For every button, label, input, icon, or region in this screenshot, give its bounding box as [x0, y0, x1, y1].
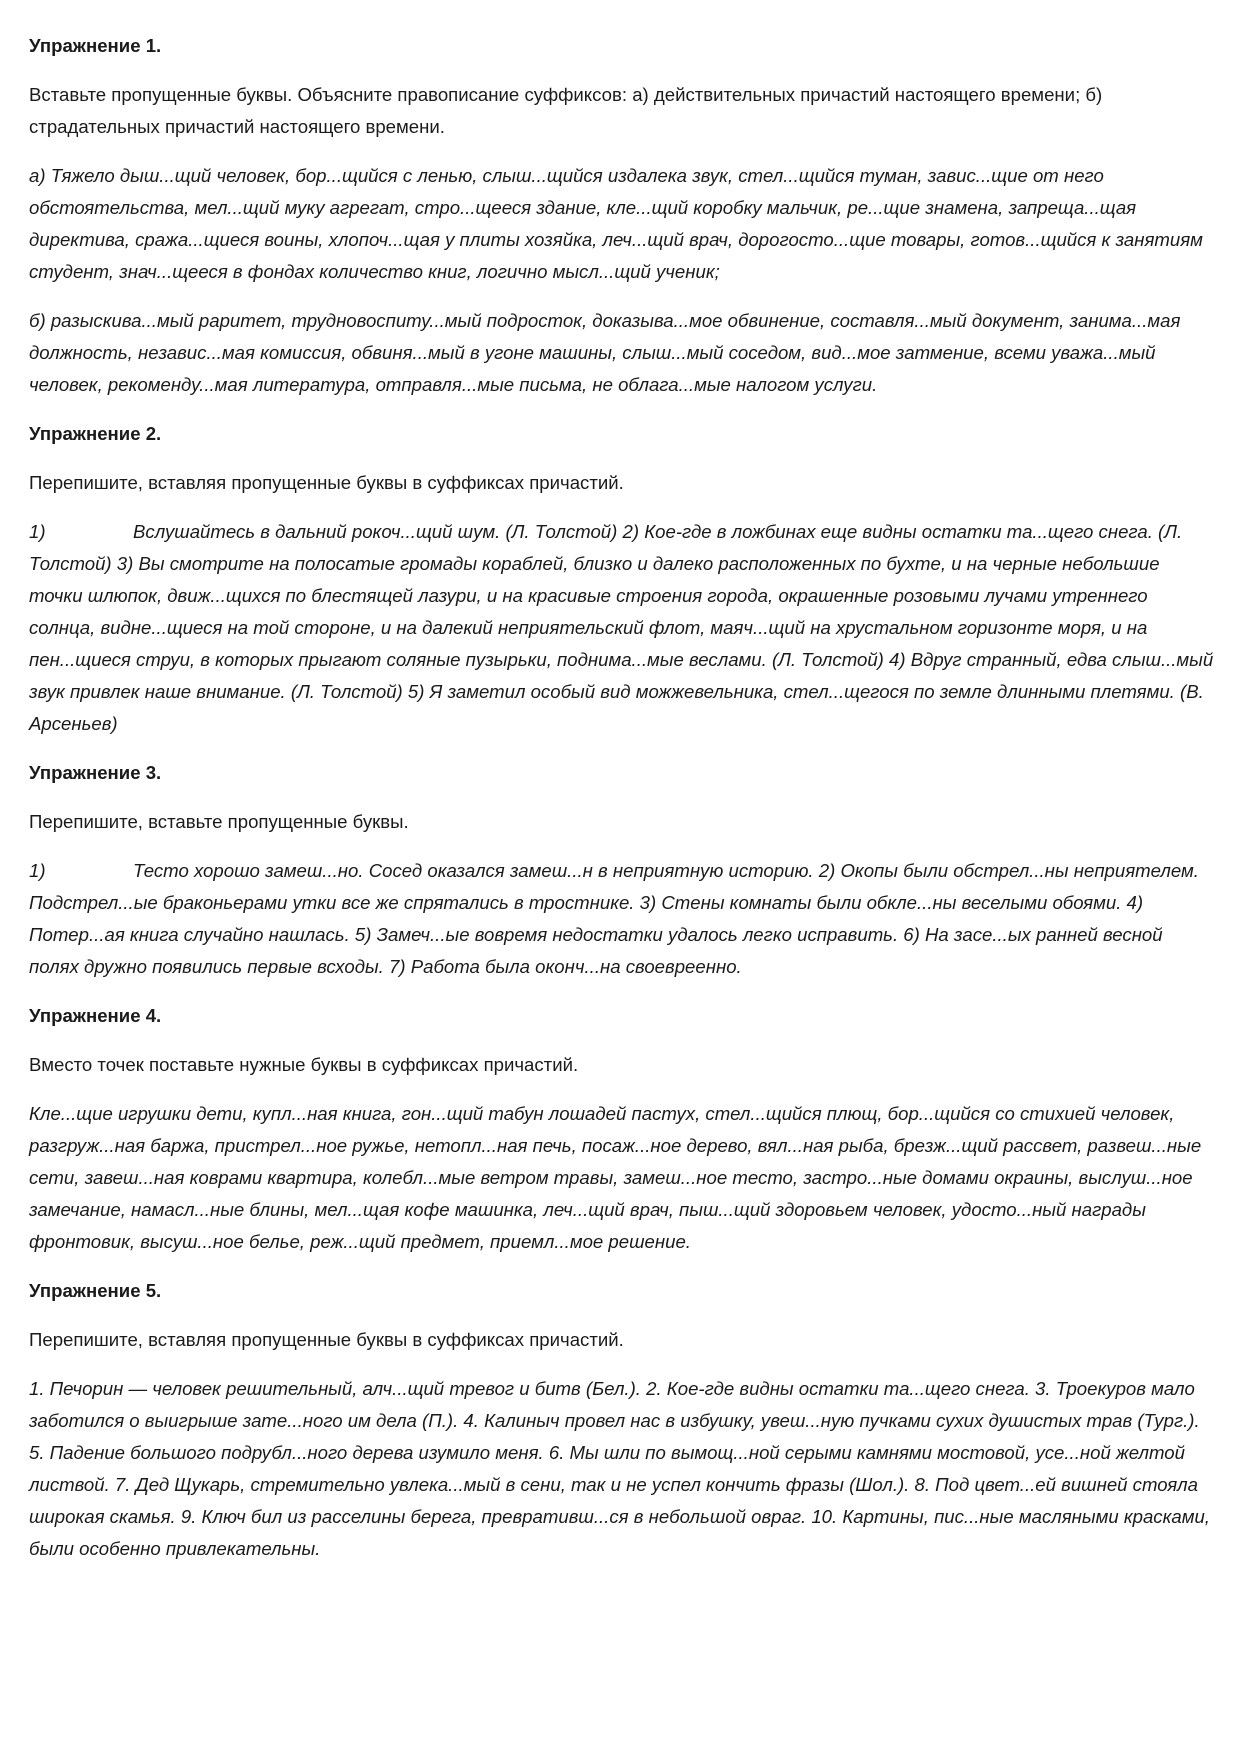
exercise-instruction: Перепишите, вставьте пропущенные буквы. — [29, 811, 409, 832]
exercise-text-part-a: а) Тяжело дыш...щий человек, бор...щийся с ленью, слыш...щийся издалека звук, стел...щийся туман, завис...щие от него обстоятельства, мел...щий муку агрегат, стро...щееся здание, кле...щий коробку мальчик, ре...щие знамена, запреща...щая директива, сража...щиеся воины, хлопоч...щая у плиты хозяйка, леч...щий врач, дорогосто...щие товары, готов...щийся к занятиям студент, знач...щееся в фондах количество книг, логично мысл...щий ученик; — [29, 165, 1203, 282]
exercise-instruction: Вставьте пропущенные буквы. Объясните правописание суффиксов: а) действительных причастий настоящего времени; б) страдательных причастий настоящего времени. — [29, 84, 1103, 137]
list-number: 1) — [29, 860, 46, 881]
exercise-title: Упражнение 4. — [29, 1005, 162, 1026]
exercise-1 — [29, 30, 1215, 401]
document-page — [29, 30, 1215, 1582]
exercise-title: Упражнение 1. — [29, 35, 162, 56]
exercise-instruction: Вместо точек поставьте нужные буквы в суффиксах причастий. — [29, 1054, 579, 1075]
exercise-sentences: Вслушайтесь в дальний рокоч...щий шум. (Л. Толстой) 2) Кое-где в ложбинах еще видны остатки та...щего снега. (Л. Толстой) 3) Вы смотрите на полосатые громады кораблей, близко и далеко расположенных по бухте, и на черные небольшие точки шлюпок, движ...щихся по блестящей лазури, и на красивые строения города, окрашенные розовыми лучами утреннего солнца, видне...щиеся на той стороне, и на далекий неприятельский флот, маяч...щий на хрустальном горизонте моря, и на пен...щиеся струи, в которых прыгают соляные пузырьки, поднима...мые веслами. (Л. Толстой) 4) Вдруг странный, едва слыш...мый звук привлек наше внимание. (Л. Толстой) 5) Я заметил особый вид можжевельника, стел...щегося по земле длинными плетями. (В. Арсеньев) — [29, 521, 1214, 734]
exercise-title: Упражнение 2. — [29, 423, 162, 444]
exercise-text: 1. Печорин — человек решительный, алч...щий тревог и битв (Бел.). 2. Кое-где видны остатки та...щего снега. 3. Троекуров мало заботился о выигрыше зате...ного им дела (П.). 4. Калиныч провел нас в избушку, увеш...ную пучками сухих душистых трав (Тург.). 5. Падение большого подрубл...ного дерева изумило меня. 6. Мы шли по вымощ...ной серыми камнями мостовой, усе...ной желтой листвой. 7. Дед Щукарь, стремительно увлека...мый в сени, так и не успел кончить фразы (Шол.). 8. Под цвет...ей вишней стояла широкая скамья. 9. Ключ бил из расселины берега, превративш...ся в небольшой овраг. 10. Картины, пис...ные масляными красками, были особенно привлекательны. — [29, 1378, 1210, 1559]
exercise-4 — [29, 1000, 1215, 1258]
exercise-text — [29, 855, 1215, 983]
exercise-5 — [29, 1275, 1215, 1565]
exercise-2 — [29, 418, 1215, 740]
exercise-text — [29, 516, 1215, 740]
exercise-sentences: Тесто хорошо замеш...но. Сосед оказался замеш...н в неприятную историю. 2) Окопы были обстрел...ны неприятелем. Подстрел...ые браконьерами утки все же спрятались в тростнике. 3) Стены комнаты были обкле...ны веселыми обоями. 4) Потер...ая книга случайно нашлась. 5) Замеч...ые вовремя недостатки удалось легко исправить. 6) На засе...ых ранней весной полях дружно появились первые всходы. 7) Работа была оконч...на своевреенно. — [29, 860, 1199, 977]
exercise-title: Упражнение 3. — [29, 762, 162, 783]
exercise-text: Кле...щие игрушки дети, купл...ная книга, гон...щий табун лошадей пастух, стел...щийся плющ, бор...щийся со стихией человек, разгруж...ная баржа, пристрел...ное ружье, нетопл...ная печь, посаж...ное дерево, вял...ная рыба, брезж...щий рассвет, развеш...ные сети, завеш...ная коврами квартира, колебл...мые ветром травы, замеш...ное тесто, застро...ные домами окраины, выслуш...ное замечание, намасл...ные блины, мел...щая кофе машинка, леч...щий врач, пыш...щий здоровьем человек, удосто...ный награды фронтовик, высуш...ное белье, реж...щий предмет, приемл...мое решение. — [29, 1103, 1202, 1252]
exercise-instruction: Перепишите, вставляя пропущенные буквы в суффиксах причастий. — [29, 472, 624, 493]
list-number: 1) — [29, 521, 46, 542]
exercise-3 — [29, 757, 1215, 983]
exercise-title: Упражнение 5. — [29, 1280, 162, 1301]
exercise-text-part-b: б) разыскива...мый раритет, трудновоспиту...мый подросток, доказыва...мое обвинение, составля...мый документ, занима...мая должность, независ...мая комиссия, обвиня...мый в угоне машины, слыш...мый соседом, вид...мое затмение, всеми уважа...мый человек, рекоменду...мая литература, отправля...мые письма, не облага...мые налогом услуги. — [29, 310, 1181, 395]
exercise-instruction: Перепишите, вставляя пропущенные буквы в суффиксах причастий. — [29, 1329, 624, 1350]
